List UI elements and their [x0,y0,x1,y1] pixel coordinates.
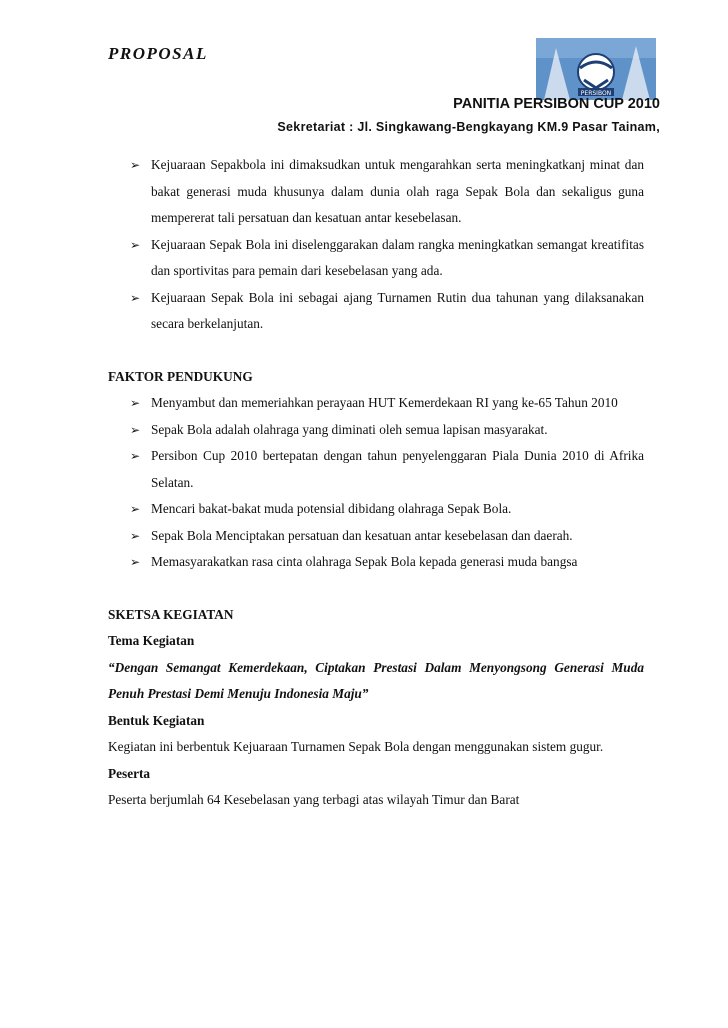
list-item: ➢ Kejuaraan Sepak Bola ini diselenggarakan dalam rangka meningkatkan semangat kreatifitas dan sportivitas para pemain dari kesebelasan yang ada. [108,232,644,285]
peserta-text: Peserta berjumlah 64 Kesebelasan yang terbagi atas wilayah Timur dan Barat [108,792,520,807]
arrow-bullet-icon: ➢ [130,290,141,305]
bentuk-text: Kegiatan ini berbentuk Kejuaraan Turnamen Sepak Bola dengan menggunakan sistem gugur. [108,739,604,754]
list-item: ➢ Kejuaraan Sepak Bola ini sebagai ajang Turnamen Rutin dua tahunan yang dilaksanakan secara berkelanjutan. [108,285,644,338]
tema-text: “Dengan Semangat Kemerdekaan, Ciptakan Prestasi Dalam Menyongsong Generasi Muda Penuh Prestasi Demi Menuju Indonesia Maju” [108,659,644,701]
list-item: ➢ Kejuaraan Sepakbola ini dimaksudkan untuk mengarahkan serta meningkatkanj minat dan bakat generasi muda khusunya dalam dunia olah raga Sepak Bola dan sekaligus guna mempererat tali persatuan dan kesatuan antar kesebelasan. [108,152,644,232]
faktor-heading: FAKTOR PENDUKUNG [108,368,253,384]
list-item: ➢ Sepak Bola Menciptakan persatuan dan kesatuan antar kesebelasan dan daerah. [108,523,644,550]
peserta-label: Peserta [108,765,151,781]
persibon-logo [536,38,656,100]
tema-label: Tema Kegiatan [108,633,195,648]
list-item: ➢ Persibon Cup 2010 bertepatan dengan tahun penyelenggaran Piala Dunia 2010 di Afrika Selatan. [108,443,644,496]
list-item: ➢ Memasyarakatkan rasa cinta olahraga Sepak Bola kepada generasi muda bangsa [108,549,644,576]
arrow-bullet-icon: ➢ [130,237,141,252]
spacer [108,338,644,364]
faktor-bullet-list [108,390,644,576]
svg-text:PERSIBON: PERSIBON [580,90,612,97]
org-title: PANITIA PERSIBON CUP 2010 [453,96,660,112]
secretariat-address: Sekretariat : Jl. Singkawang-Bengkayang KM.9 Pasar Tainam, [277,120,660,134]
arrow-bullet-icon: ➢ [130,502,141,516]
spacer [108,576,644,602]
sketsa-heading: SKETSA KEGIATAN [108,606,234,622]
arrow-bullet-icon: ➢ [130,449,141,463]
arrow-bullet-icon: ➢ [130,555,141,569]
list-item: ➢ Sepak Bola adalah olahraga yang diminati oleh semua lapisan masyarakat. [108,417,644,444]
intro-bullet-list [108,152,644,338]
list-item: ➢ Mencari bakat-bakat muda potensial dibidang olahraga Sepak Bola. [108,496,644,523]
arrow-bullet-icon: ➢ [130,528,141,543]
arrow-bullet-icon: ➢ [130,396,141,410]
proposal-label: PROPOSAL [108,44,208,63]
bentuk-label: Bentuk Kegiatan [108,712,205,728]
document-body [108,152,644,814]
arrow-bullet-icon: ➢ [130,422,141,437]
list-item: ➢ Menyambut dan memeriahkan perayaan HUT Kemerdekaan RI yang ke-65 Tahun 2010 [108,390,644,417]
arrow-bullet-icon: ➢ [130,158,141,172]
